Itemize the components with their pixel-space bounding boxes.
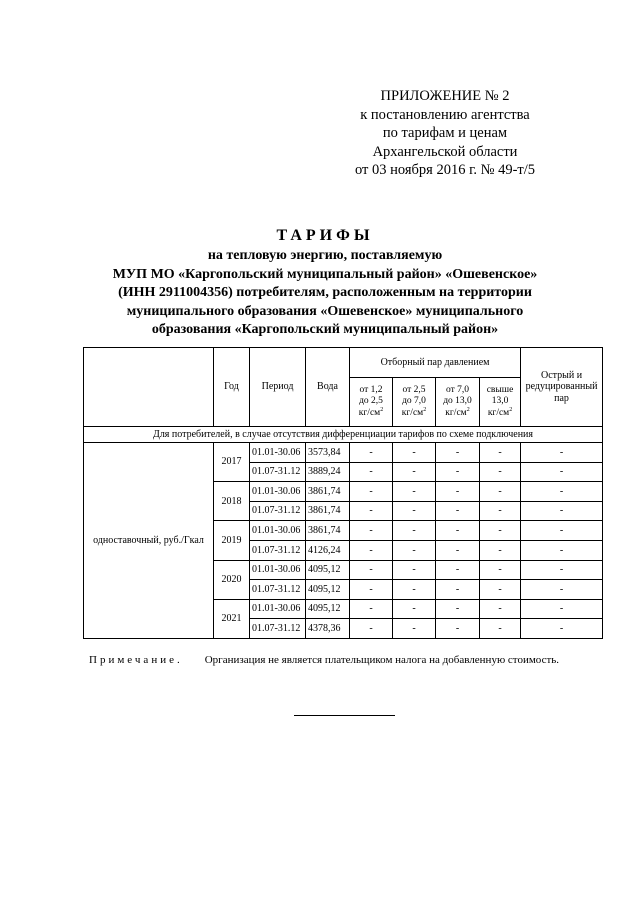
period-cell: 01.07-31.12 <box>250 540 306 560</box>
empty-tariff-cell: - <box>521 482 603 502</box>
pressure-line: от 2,5 <box>402 384 426 395</box>
empty-tariff-cell: - <box>350 599 393 619</box>
water-tariff-cell: 4126,24 <box>306 540 350 560</box>
period-cell: 01.01-30.06 <box>250 599 306 619</box>
empty-tariff-cell: - <box>480 462 521 482</box>
water-tariff-cell: 3861,74 <box>306 521 350 541</box>
water-tariff-cell: 3861,74 <box>306 482 350 502</box>
empty-tariff-cell: - <box>521 443 603 463</box>
year-cell: 2018 <box>214 482 250 521</box>
period-cell: 01.01-30.06 <box>250 443 306 463</box>
empty-tariff-cell: - <box>521 501 603 521</box>
empty-tariff-cell: - <box>393 482 436 502</box>
pressure-line: 13,0 <box>491 396 509 407</box>
empty-tariff-cell: - <box>350 560 393 580</box>
empty-tariff-cell: - <box>480 443 521 463</box>
period-cell: 01.07-31.12 <box>250 501 306 521</box>
empty-tariff-cell: - <box>436 462 480 482</box>
appendix-line: к постановлению агентства <box>360 106 530 123</box>
header-sharp-line: редуцированный <box>525 381 598 393</box>
header-period: Период <box>250 348 306 427</box>
appendix-line: Архангельской области <box>372 143 518 160</box>
empty-tariff-cell: - <box>480 501 521 521</box>
empty-tariff-cell: - <box>393 580 436 600</box>
period-cell: 01.07-31.12 <box>250 619 306 639</box>
title-line: муниципального образования «Ошевенское» муниципального <box>126 303 524 319</box>
water-tariff-cell: 4095,12 <box>306 560 350 580</box>
tariff-type-cell: одноставочный, руб./Гкал <box>84 443 214 639</box>
appendix-line: по тарифам и ценам <box>382 125 508 141</box>
table-row <box>84 443 603 463</box>
header-pressure-3 <box>436 378 480 427</box>
empty-tariff-cell: - <box>436 619 480 639</box>
header-empty-cell <box>84 348 214 427</box>
unit-sup: 2 <box>423 406 427 413</box>
document-title <box>60 226 590 340</box>
pressure-line: от 1,2 <box>359 384 383 395</box>
empty-tariff-cell: - <box>480 482 521 502</box>
period-cell: 01.07-31.12 <box>250 462 306 482</box>
year-cell: 2017 <box>214 443 250 482</box>
empty-tariff-cell: - <box>436 482 480 502</box>
header-sharp-line: пар <box>554 392 569 404</box>
empty-tariff-cell: - <box>350 580 393 600</box>
empty-tariff-cell: - <box>350 501 393 521</box>
water-tariff-cell: 4378,36 <box>306 619 350 639</box>
pressure-line: до 13,0 <box>443 396 472 407</box>
header-pressure-4 <box>480 378 521 427</box>
appendix-block <box>340 87 550 180</box>
title-line: (ИНН 2911004356) потребителям, расположенным на территории <box>118 285 532 300</box>
empty-tariff-cell: - <box>350 443 393 463</box>
empty-tariff-cell: - <box>393 443 436 463</box>
unit-text: кг/см <box>401 407 424 418</box>
unit-sup: 2 <box>466 406 470 413</box>
header-water: Вода <box>306 348 350 427</box>
title-line: образования «Каргопольский муниципальный район» <box>151 322 499 337</box>
unit-sup: 2 <box>380 406 384 413</box>
empty-tariff-cell: - <box>350 482 393 502</box>
empty-tariff-cell: - <box>393 501 436 521</box>
empty-tariff-cell: - <box>350 540 393 560</box>
note <box>89 654 559 666</box>
empty-tariff-cell: - <box>521 619 603 639</box>
unit-text: кг/см <box>358 407 381 418</box>
empty-tariff-cell: - <box>521 521 603 541</box>
year-cell: 2020 <box>214 560 250 599</box>
year-cell: 2019 <box>214 521 250 560</box>
empty-tariff-cell: - <box>436 501 480 521</box>
empty-tariff-cell: - <box>521 599 603 619</box>
empty-tariff-cell: - <box>350 462 393 482</box>
appendix-date: от 03 ноября 2016 г. № 49-т/5 <box>354 162 536 178</box>
empty-tariff-cell: - <box>393 619 436 639</box>
empty-tariff-cell: - <box>521 462 603 482</box>
period-cell: 01.01-30.06 <box>250 482 306 502</box>
header-pressure-1 <box>350 378 393 427</box>
tariffs-table <box>83 347 603 639</box>
header-sharp-line: Острый и <box>540 369 583 381</box>
pressure-unit <box>350 408 392 420</box>
unit-sup: 2 <box>509 406 513 413</box>
pressure-line: от 7,0 <box>445 384 470 395</box>
empty-tariff-cell: - <box>436 521 480 541</box>
title-line: МУП МО «Каргопольский муниципальный район» «Ошевенское» <box>112 266 538 282</box>
year-cell: 2021 <box>214 599 250 638</box>
pressure-unit <box>436 408 479 420</box>
empty-tariff-cell: - <box>436 580 480 600</box>
empty-tariff-cell: - <box>521 560 603 580</box>
empty-tariff-cell: - <box>350 521 393 541</box>
empty-tariff-cell: - <box>436 560 480 580</box>
period-cell: 01.01-30.06 <box>250 521 306 541</box>
period-cell: 01.01-30.06 <box>250 560 306 580</box>
pressure-unit <box>393 408 435 420</box>
header-sharp-steam <box>521 348 603 427</box>
empty-tariff-cell: - <box>521 580 603 600</box>
empty-tariff-cell: - <box>393 462 436 482</box>
pressure-line: до 2,5 <box>359 396 383 407</box>
appendix-title: ПРИЛОЖЕНИЕ № 2 <box>380 88 510 104</box>
note-text: Организация не является плательщиком налога на добавленную стоимость. <box>204 654 560 666</box>
empty-tariff-cell: - <box>480 560 521 580</box>
title-line: на тепловую энергию, поставляемую <box>207 248 443 263</box>
empty-tariff-cell: - <box>393 599 436 619</box>
note-label: Примечание. <box>89 654 183 666</box>
empty-tariff-cell: - <box>480 619 521 639</box>
empty-tariff-cell: - <box>480 580 521 600</box>
pressure-line: до 7,0 <box>402 396 426 407</box>
empty-tariff-cell: - <box>480 540 521 560</box>
empty-tariff-cell: - <box>393 521 436 541</box>
empty-tariff-cell: - <box>480 599 521 619</box>
empty-tariff-cell: - <box>393 540 436 560</box>
unit-text: кг/см <box>445 407 467 418</box>
empty-tariff-cell: - <box>436 540 480 560</box>
empty-tariff-cell: - <box>436 443 480 463</box>
empty-tariff-cell: - <box>521 540 603 560</box>
section-row: Для потребителей, в случае отсутствия дифференциации тарифов по схеме подключения <box>84 427 603 443</box>
water-tariff-cell: 4095,12 <box>306 599 350 619</box>
water-tariff-cell: 3573,84 <box>306 443 350 463</box>
water-tariff-cell: 3889,24 <box>306 462 350 482</box>
header-steam-group: Отборный пар давлением <box>350 348 521 378</box>
title-heading: ТАРИФЫ <box>276 227 374 244</box>
empty-tariff-cell: - <box>350 619 393 639</box>
pressure-line: свыше <box>486 384 514 395</box>
header-year: Год <box>214 348 250 427</box>
pressure-unit <box>480 408 520 420</box>
empty-tariff-cell: - <box>480 521 521 541</box>
empty-tariff-cell: - <box>436 599 480 619</box>
period-cell: 01.07-31.12 <box>250 580 306 600</box>
water-tariff-cell: 3861,74 <box>306 501 350 521</box>
header-pressure-2 <box>393 378 436 427</box>
unit-text: кг/см <box>487 407 510 418</box>
water-tariff-cell: 4095,12 <box>306 580 350 600</box>
signature-line <box>294 715 395 716</box>
empty-tariff-cell: - <box>393 560 436 580</box>
